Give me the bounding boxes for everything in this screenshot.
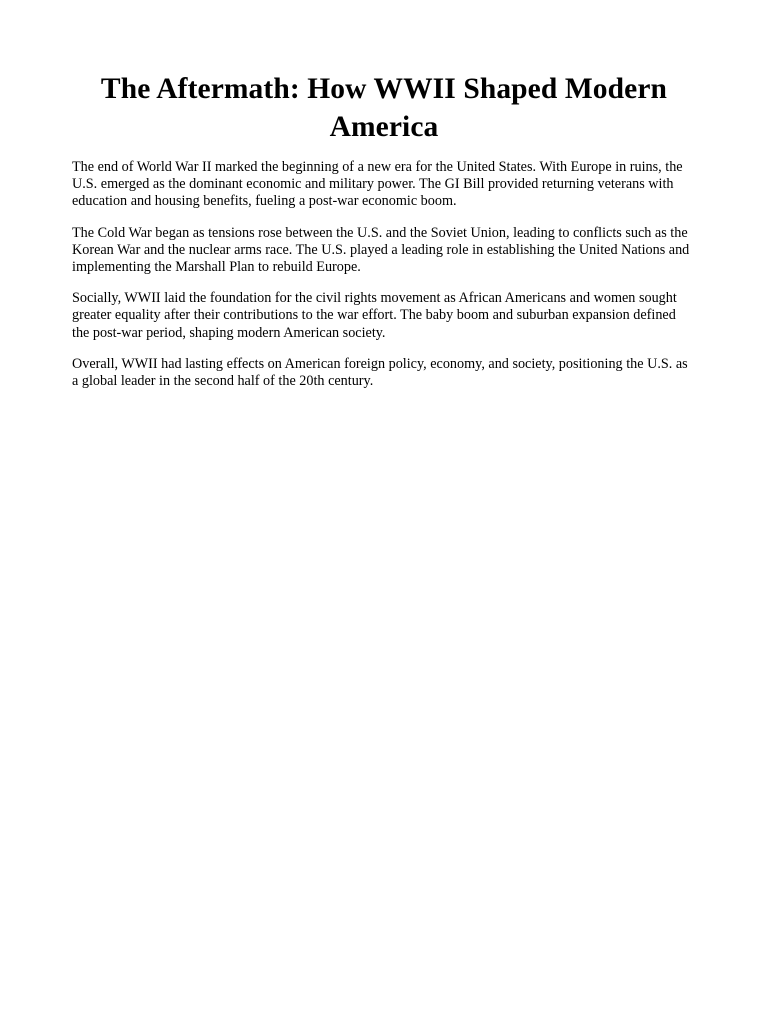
paragraph-social-change: Socially, WWII laid the foundation for the civil rights movement as African Americans and women sought greater equality after their contributions to the war effort. The baby boom and suburban expansion defined the post-war period, shaping modern American society.: [72, 290, 677, 341]
paragraph-cold-war: The Cold War began as tensions rose between the U.S. and the Soviet Union, leading to conflicts such as the Korean War and the nuclear arms race. The U.S. played a leading role in establishing the United Nations and implementing the Marshall Plan to rebuild Europe.: [72, 224, 690, 276]
document-body: [72, 159, 696, 390]
paragraph-postwar-era: The end of World War II marked the beginning of a new era for the United States. With Europe in ruins, the U.S. emerged as the dominant economic and military power. The GI Bill provided returning veterans with education and housing benefits, fueling a post-war economic boom.: [72, 159, 683, 210]
document-page: [72, 0, 696, 404]
document-title: The Aftermath: How WWII Shaped Modern America: [100, 73, 668, 143]
paragraph-conclusion: Overall, WWII had lasting effects on American foreign policy, economy, and society, positioning the U.S. as a global leader in the second half of the 20th century.: [72, 355, 688, 390]
